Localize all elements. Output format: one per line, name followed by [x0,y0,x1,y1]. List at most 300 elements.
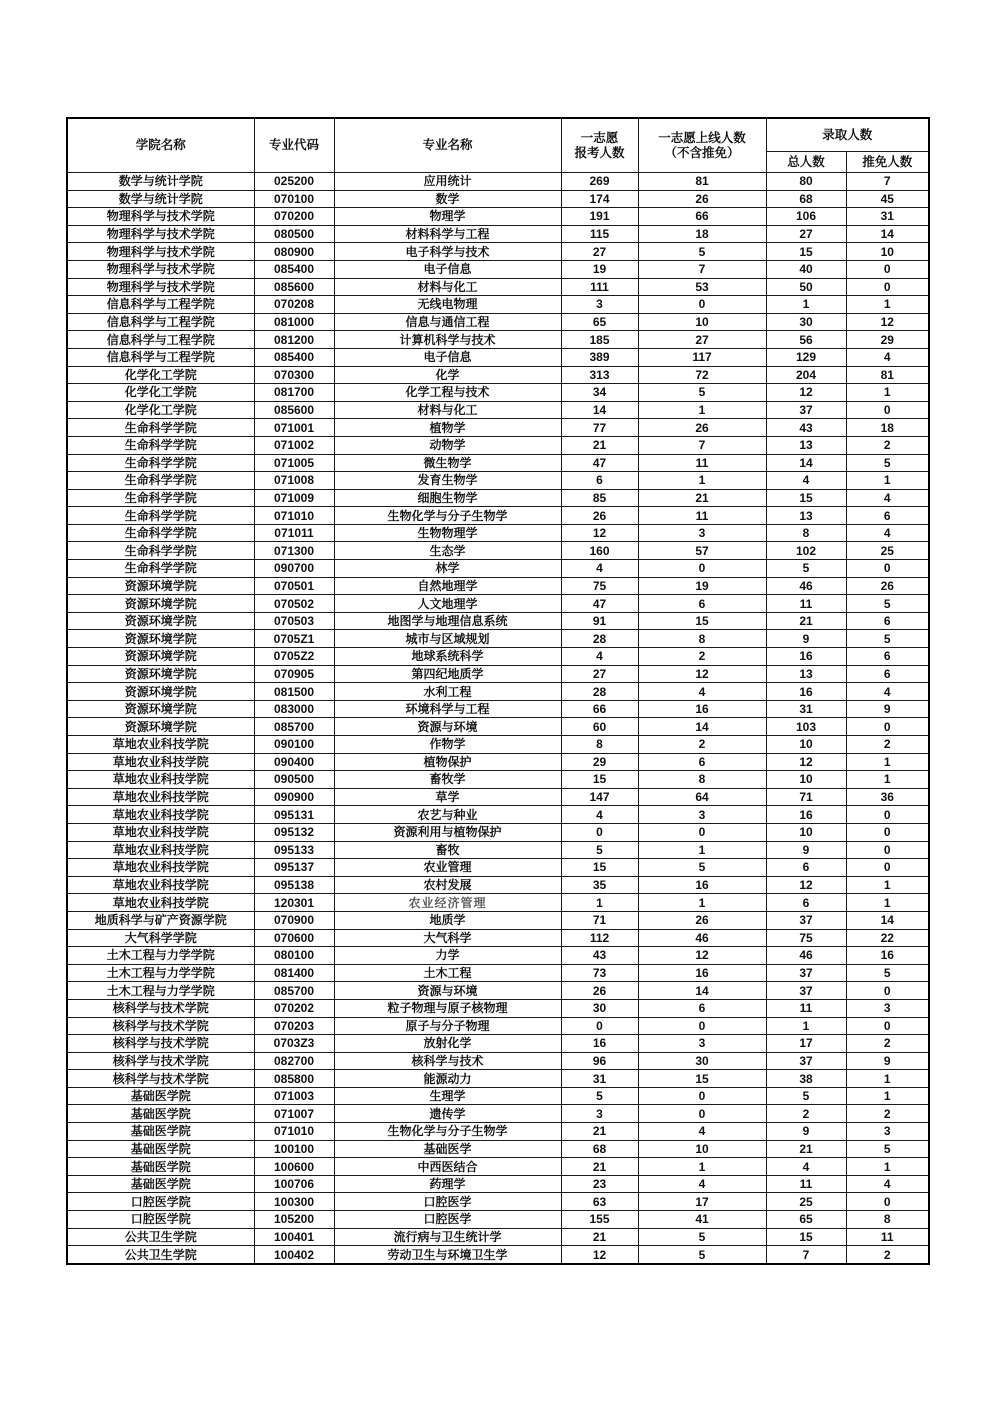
major-code-cell: 085400 [254,348,334,366]
major-code-cell: 100300 [254,1193,334,1211]
table-row [67,208,929,226]
college-cell: 基础医学院 [67,1158,254,1176]
college-cell: 生命科学学院 [67,472,254,490]
major-code-cell: 090100 [254,736,334,754]
above-line-cell: 12 [638,665,766,683]
applicants-cell: 313 [561,366,638,384]
applicants-cell: 21 [561,1123,638,1141]
college-cell: 生命科学学院 [67,436,254,454]
admit-total-cell: 10 [766,771,846,789]
applicants-cell: 23 [561,1175,638,1193]
applicants-cell: 6 [561,472,638,490]
table-row [67,648,929,666]
table-row [67,1246,929,1264]
admit-exempt-cell: 5 [846,964,929,982]
above-line-cell: 5 [638,1246,766,1264]
applicants-cell: 96 [561,1052,638,1070]
table-row [67,1070,929,1088]
major-code-cell: 090900 [254,788,334,806]
major-code-cell: 071300 [254,542,334,560]
table-row [67,507,929,525]
table-row [67,823,929,841]
applicants-cell: 3 [561,296,638,314]
above-line-cell: 26 [638,911,766,929]
admit-total-cell: 6 [766,859,846,877]
major-code-cell: 095132 [254,823,334,841]
admit-exempt-cell: 1 [846,771,929,789]
applicants-cell: 21 [561,1158,638,1176]
major-code-cell: 081000 [254,313,334,331]
major-name-cell: 生物化学与分子生物学 [334,507,561,525]
college-cell: 化学化工学院 [67,384,254,402]
admit-exempt-cell: 0 [846,278,929,296]
major-name-cell: 口腔医学 [334,1193,561,1211]
header-major-name: 专业名称 [334,118,561,173]
applicants-cell: 389 [561,348,638,366]
admit-total-cell: 12 [766,876,846,894]
applicants-cell: 155 [561,1211,638,1229]
major-name-cell: 自然地理学 [334,577,561,595]
major-name-cell: 农业经济管理 [334,894,561,912]
major-name-cell: 无线电物理 [334,296,561,314]
college-cell: 生命科学学院 [67,489,254,507]
admit-exempt-cell: 14 [846,225,929,243]
major-name-cell: 放射化学 [334,1035,561,1053]
header-first-choice-applicants-line1: 一志愿 [580,130,619,145]
above-line-cell: 81 [638,173,766,191]
table-row [67,1105,929,1123]
above-line-cell: 3 [638,806,766,824]
college-cell: 化学化工学院 [67,401,254,419]
admit-total-cell: 40 [766,260,846,278]
college-cell: 信息科学与工程学院 [67,296,254,314]
major-name-cell: 水利工程 [334,683,561,701]
header-admitted-group: 录取人数 [766,118,929,152]
admit-total-cell: 11 [766,1175,846,1193]
admit-total-cell: 4 [766,472,846,490]
major-name-cell: 核科学与技术 [334,1052,561,1070]
college-cell: 数学与统计学院 [67,190,254,208]
applicants-cell: 27 [561,243,638,261]
major-code-cell: 085600 [254,401,334,419]
applicants-cell: 8 [561,736,638,754]
major-name-cell: 植物保护 [334,753,561,771]
applicants-cell: 19 [561,260,638,278]
above-line-cell: 21 [638,489,766,507]
major-name-cell: 计算机科学与技术 [334,331,561,349]
major-name-cell: 药理学 [334,1175,561,1193]
college-cell: 核科学与技术学院 [67,1070,254,1088]
above-line-cell: 30 [638,1052,766,1070]
admit-exempt-cell: 0 [846,718,929,736]
table-row [67,190,929,208]
major-name-cell: 细胞生物学 [334,489,561,507]
admit-exempt-cell: 0 [846,1017,929,1035]
applicants-cell: 5 [561,841,638,859]
above-line-cell: 4 [638,1175,766,1193]
major-code-cell: 070502 [254,595,334,613]
major-name-cell: 地质学 [334,911,561,929]
applicants-cell: 65 [561,313,638,331]
applicants-cell: 60 [561,718,638,736]
table-row [67,472,929,490]
major-name-cell: 微生物学 [334,454,561,472]
admit-exempt-cell: 9 [846,700,929,718]
major-code-cell: 0703Z3 [254,1035,334,1053]
table-row [67,296,929,314]
applicants-cell: 28 [561,630,638,648]
admit-total-cell: 75 [766,929,846,947]
admit-total-cell: 37 [766,964,846,982]
above-line-cell: 1 [638,894,766,912]
college-cell: 土木工程与力学学院 [67,947,254,965]
admit-exempt-cell: 1 [846,384,929,402]
college-cell: 资源环境学院 [67,700,254,718]
admit-exempt-cell: 2 [846,1035,929,1053]
major-code-cell: 070501 [254,577,334,595]
major-code-cell: 071008 [254,472,334,490]
applicants-cell: 91 [561,612,638,630]
major-code-cell: 095133 [254,841,334,859]
admit-total-cell: 4 [766,1158,846,1176]
above-line-cell: 64 [638,788,766,806]
major-code-cell: 071001 [254,419,334,437]
applicants-cell: 77 [561,419,638,437]
above-line-cell: 10 [638,313,766,331]
applicants-cell: 174 [561,190,638,208]
major-name-cell: 基础医学 [334,1140,561,1158]
major-code-cell: 0705Z1 [254,630,334,648]
table-row [67,929,929,947]
admit-exempt-cell: 6 [846,665,929,683]
college-cell: 基础医学院 [67,1140,254,1158]
college-cell: 基础医学院 [67,1175,254,1193]
header-row-main [67,118,929,152]
major-code-cell: 100401 [254,1228,334,1246]
major-name-cell: 草学 [334,788,561,806]
table-row [67,524,929,542]
major-name-cell: 化学工程与技术 [334,384,561,402]
table-row [67,489,929,507]
above-line-cell: 12 [638,947,766,965]
table-body [67,173,929,1264]
college-cell: 数学与统计学院 [67,173,254,191]
table-row [67,401,929,419]
admit-total-cell: 9 [766,841,846,859]
admit-total-cell: 50 [766,278,846,296]
major-code-cell: 081500 [254,683,334,701]
applicants-cell: 191 [561,208,638,226]
table-row [67,225,929,243]
table-row [67,542,929,560]
above-line-cell: 27 [638,331,766,349]
major-name-cell: 大气科学 [334,929,561,947]
applicants-cell: 66 [561,700,638,718]
header-first-choice-above-line-line2: （不含推免） [664,145,740,160]
table-row [67,894,929,912]
college-cell: 地质科学与矿产资源学院 [67,911,254,929]
major-name-cell: 发育生物学 [334,472,561,490]
above-line-cell: 1 [638,472,766,490]
admit-exempt-cell: 16 [846,947,929,965]
admit-exempt-cell: 0 [846,823,929,841]
major-name-cell: 资源利用与植物保护 [334,823,561,841]
table-row [67,173,929,191]
admit-total-cell: 9 [766,1123,846,1141]
applicants-cell: 5 [561,1087,638,1105]
major-code-cell: 070600 [254,929,334,947]
college-cell: 资源环境学院 [67,665,254,683]
above-line-cell: 5 [638,859,766,877]
admit-exempt-cell: 6 [846,648,929,666]
above-line-cell: 14 [638,718,766,736]
major-name-cell: 人文地理学 [334,595,561,613]
major-name-cell: 作物学 [334,736,561,754]
major-code-cell: 083000 [254,700,334,718]
above-line-cell: 4 [638,1123,766,1141]
admit-exempt-cell: 10 [846,243,929,261]
table-row [67,331,929,349]
college-cell: 生命科学学院 [67,542,254,560]
admit-exempt-cell: 18 [846,419,929,437]
table-row [67,348,929,366]
table-row [67,718,929,736]
major-code-cell: 081200 [254,331,334,349]
major-name-cell: 资源与环境 [334,718,561,736]
table-row [67,771,929,789]
applicants-cell: 269 [561,173,638,191]
table-row [67,999,929,1017]
table-row [67,560,929,578]
applicants-cell: 4 [561,648,638,666]
above-line-cell: 3 [638,524,766,542]
applicants-cell: 28 [561,683,638,701]
applicants-cell: 21 [561,1228,638,1246]
admit-total-cell: 71 [766,788,846,806]
admit-exempt-cell: 5 [846,630,929,648]
college-cell: 口腔医学院 [67,1193,254,1211]
college-cell: 资源环境学院 [67,683,254,701]
admit-exempt-cell: 7 [846,173,929,191]
applicants-cell: 115 [561,225,638,243]
major-code-cell: 070200 [254,208,334,226]
admit-exempt-cell: 31 [846,208,929,226]
major-name-cell: 地球系统科学 [334,648,561,666]
major-code-cell: 025200 [254,173,334,191]
above-line-cell: 7 [638,260,766,278]
college-cell: 物理科学与技术学院 [67,208,254,226]
major-code-cell: 071002 [254,436,334,454]
major-name-cell: 中西医结合 [334,1158,561,1176]
table-row [67,1211,929,1229]
major-code-cell: 085400 [254,260,334,278]
table-row [67,1017,929,1035]
above-line-cell: 1 [638,401,766,419]
applicants-cell: 63 [561,1193,638,1211]
major-name-cell: 能源动力 [334,1070,561,1088]
above-line-cell: 6 [638,753,766,771]
applicants-cell: 15 [561,859,638,877]
major-name-cell: 化学 [334,366,561,384]
major-code-cell: 090700 [254,560,334,578]
admit-exempt-cell: 1 [846,472,929,490]
admit-exempt-cell: 4 [846,348,929,366]
major-code-cell: 070300 [254,366,334,384]
admit-total-cell: 6 [766,894,846,912]
major-code-cell: 095131 [254,806,334,824]
admit-total-cell: 9 [766,630,846,648]
admit-exempt-cell: 6 [846,612,929,630]
admit-exempt-cell: 1 [846,876,929,894]
table-row [67,1123,929,1141]
table-row [67,700,929,718]
college-cell: 基础医学院 [67,1087,254,1105]
applicants-cell: 4 [561,560,638,578]
admit-total-cell: 80 [766,173,846,191]
table-row [67,841,929,859]
admit-exempt-cell: 2 [846,436,929,454]
table-row [67,876,929,894]
major-name-cell: 生物化学与分子生物学 [334,1123,561,1141]
table-row [67,595,929,613]
table-row [67,806,929,824]
above-line-cell: 11 [638,454,766,472]
major-name-cell: 信息与通信工程 [334,313,561,331]
major-code-cell: 120301 [254,894,334,912]
above-line-cell: 6 [638,595,766,613]
major-code-cell: 070202 [254,999,334,1017]
admit-exempt-cell: 36 [846,788,929,806]
applicants-cell: 30 [561,999,638,1017]
college-cell: 草地农业科技学院 [67,841,254,859]
admit-exempt-cell: 0 [846,841,929,859]
major-code-cell: 071011 [254,524,334,542]
admit-exempt-cell: 2 [846,1246,929,1264]
college-cell: 草地农业科技学院 [67,894,254,912]
college-cell: 信息科学与工程学院 [67,348,254,366]
admit-exempt-cell: 12 [846,313,929,331]
admit-total-cell: 2 [766,1105,846,1123]
college-cell: 资源环境学院 [67,612,254,630]
admit-exempt-cell: 5 [846,595,929,613]
college-cell: 资源环境学院 [67,648,254,666]
table-row [67,1052,929,1070]
admit-total-cell: 65 [766,1211,846,1229]
applicants-cell: 26 [561,982,638,1000]
admit-total-cell: 15 [766,1228,846,1246]
admit-exempt-cell: 0 [846,560,929,578]
major-code-cell: 070203 [254,1017,334,1035]
admissions-stats-table [66,117,930,1265]
major-code-cell: 0705Z2 [254,648,334,666]
above-line-cell: 18 [638,225,766,243]
admit-total-cell: 5 [766,1087,846,1105]
college-cell: 大气科学学院 [67,929,254,947]
college-cell: 土木工程与力学学院 [67,964,254,982]
college-cell: 公共卫生学院 [67,1246,254,1264]
major-code-cell: 090500 [254,771,334,789]
major-code-cell: 081400 [254,964,334,982]
table-row [67,1140,929,1158]
major-code-cell: 071007 [254,1105,334,1123]
major-code-cell: 071009 [254,489,334,507]
college-cell: 草地农业科技学院 [67,806,254,824]
table-row [67,1035,929,1053]
major-code-cell: 070100 [254,190,334,208]
table-row [67,859,929,877]
applicants-cell: 21 [561,436,638,454]
major-name-cell: 林学 [334,560,561,578]
college-cell: 草地农业科技学院 [67,859,254,877]
major-name-cell: 生理学 [334,1087,561,1105]
admit-total-cell: 7 [766,1246,846,1264]
above-line-cell: 16 [638,700,766,718]
college-cell: 基础医学院 [67,1105,254,1123]
admit-exempt-cell: 0 [846,1193,929,1211]
admit-total-cell: 11 [766,999,846,1017]
table-row [67,1175,929,1193]
major-name-cell: 畜牧学 [334,771,561,789]
major-code-cell: 080100 [254,947,334,965]
above-line-cell: 57 [638,542,766,560]
applicants-cell: 71 [561,911,638,929]
admit-total-cell: 13 [766,507,846,525]
college-cell: 资源环境学院 [67,630,254,648]
table-row [67,1087,929,1105]
admit-total-cell: 56 [766,331,846,349]
applicants-cell: 185 [561,331,638,349]
major-code-cell: 105200 [254,1211,334,1229]
major-code-cell: 080900 [254,243,334,261]
major-name-cell: 城市与区域规划 [334,630,561,648]
admit-total-cell: 14 [766,454,846,472]
admit-exempt-cell: 1 [846,1087,929,1105]
applicants-cell: 34 [561,384,638,402]
above-line-cell: 41 [638,1211,766,1229]
above-line-cell: 53 [638,278,766,296]
admit-total-cell: 15 [766,489,846,507]
admit-exempt-cell: 3 [846,999,929,1017]
college-cell: 生命科学学院 [67,507,254,525]
major-code-cell: 071003 [254,1087,334,1105]
above-line-cell: 0 [638,296,766,314]
major-code-cell: 070208 [254,296,334,314]
table-row [67,982,929,1000]
admit-total-cell: 46 [766,947,846,965]
applicants-cell: 47 [561,454,638,472]
major-name-cell: 电子信息 [334,348,561,366]
above-line-cell: 72 [638,366,766,384]
applicants-cell: 3 [561,1105,638,1123]
college-cell: 生命科学学院 [67,524,254,542]
admit-total-cell: 27 [766,225,846,243]
table-row [67,964,929,982]
admit-total-cell: 30 [766,313,846,331]
admit-total-cell: 13 [766,665,846,683]
college-cell: 草地农业科技学院 [67,771,254,789]
major-code-cell: 070503 [254,612,334,630]
admit-total-cell: 31 [766,700,846,718]
college-cell: 物理科学与技术学院 [67,243,254,261]
admit-exempt-cell: 25 [846,542,929,560]
header-first-choice-applicants [561,118,638,173]
admit-total-cell: 12 [766,753,846,771]
major-name-cell: 动物学 [334,436,561,454]
admit-exempt-cell: 0 [846,806,929,824]
admit-exempt-cell: 22 [846,929,929,947]
major-name-cell: 土木工程 [334,964,561,982]
admit-exempt-cell: 0 [846,859,929,877]
